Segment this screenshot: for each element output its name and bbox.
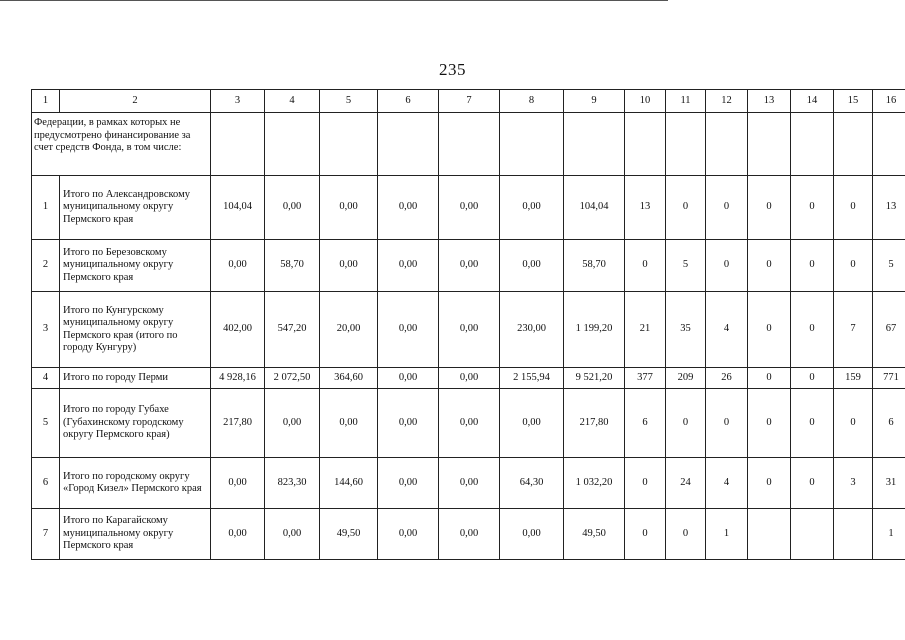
value-cell: 0,00 <box>500 389 564 458</box>
empty-cell <box>211 113 265 176</box>
header-cell: 5 <box>320 90 378 113</box>
value-cell: 0,00 <box>211 458 265 509</box>
row-number: 2 <box>32 240 60 292</box>
value-cell: 5 <box>666 240 706 292</box>
value-cell: 377 <box>625 368 666 389</box>
header-cell: 10 <box>625 90 666 113</box>
table-row <box>32 509 905 560</box>
value-cell: 0 <box>706 176 748 240</box>
header-cell: 13 <box>748 90 791 113</box>
value-cell: 823,30 <box>265 458 320 509</box>
row-number: 3 <box>32 292 60 368</box>
value-cell: 0,00 <box>320 240 378 292</box>
empty-cell <box>320 113 378 176</box>
value-cell: 0 <box>666 389 706 458</box>
row-name: Итого по Кунгурскому муниципальному округу Пермского края (итого по городу Кунгуру) <box>60 292 211 368</box>
value-cell: 13 <box>873 176 905 240</box>
value-cell: 0,00 <box>378 292 439 368</box>
empty-cell <box>873 113 905 176</box>
row-number: 6 <box>32 458 60 509</box>
value-cell: 58,70 <box>564 240 625 292</box>
value-cell: 402,00 <box>211 292 265 368</box>
value-cell: 0 <box>748 389 791 458</box>
value-cell: 21 <box>625 292 666 368</box>
header-cell: 16 <box>873 90 905 113</box>
header-cell: 15 <box>834 90 873 113</box>
empty-cell <box>666 113 706 176</box>
table-row <box>32 458 905 509</box>
value-cell: 159 <box>834 368 873 389</box>
row-name: Итого по Александровскому муниципальному округу Пермского края <box>60 176 211 240</box>
value-cell: 0,00 <box>320 389 378 458</box>
row-name: Итого по Березовскому муниципальному округу Пермского края <box>60 240 211 292</box>
value-cell: 0 <box>791 176 834 240</box>
empty-cell <box>834 113 873 176</box>
value-cell: 0,00 <box>439 368 500 389</box>
value-cell <box>748 509 791 560</box>
value-cell: 35 <box>666 292 706 368</box>
value-cell: 49,50 <box>564 509 625 560</box>
row-name: Итого по городу Перми <box>60 368 211 389</box>
header-cell: 12 <box>706 90 748 113</box>
row-number: 7 <box>32 509 60 560</box>
value-cell: 104,04 <box>211 176 265 240</box>
federation-row <box>32 113 905 176</box>
table-row <box>32 240 905 292</box>
value-cell: 0 <box>748 176 791 240</box>
value-cell: 0 <box>791 240 834 292</box>
row-name: Итого по городскому округу «Город Кизел» Пермского края <box>60 458 211 509</box>
header-cell: 3 <box>211 90 265 113</box>
table-row <box>32 176 905 240</box>
value-cell: 0 <box>834 389 873 458</box>
federation-text: Федерации, в рамках которых не предусмотрено финансирование за счет средств Фонда, в том числе: <box>32 113 211 176</box>
value-cell: 0,00 <box>211 509 265 560</box>
value-cell: 1 032,20 <box>564 458 625 509</box>
value-cell: 0 <box>625 458 666 509</box>
value-cell: 67 <box>873 292 905 368</box>
value-cell: 0,00 <box>378 509 439 560</box>
value-cell: 0,00 <box>378 240 439 292</box>
value-cell <box>791 509 834 560</box>
header-cell: 11 <box>666 90 706 113</box>
value-cell: 0 <box>748 292 791 368</box>
value-cell: 0 <box>666 176 706 240</box>
header-cell: 4 <box>265 90 320 113</box>
value-cell: 0,00 <box>500 509 564 560</box>
value-cell: 0 <box>666 509 706 560</box>
value-cell: 0,00 <box>378 368 439 389</box>
value-cell: 0 <box>748 368 791 389</box>
row-name: Итого по городу Губахе (Губахинскому городскому округу Пермского края) <box>60 389 211 458</box>
row-number: 5 <box>32 389 60 458</box>
value-cell: 0 <box>625 509 666 560</box>
header-cell: 14 <box>791 90 834 113</box>
value-cell: 0,00 <box>439 458 500 509</box>
header-cell: 7 <box>439 90 500 113</box>
value-cell: 209 <box>666 368 706 389</box>
header-cell: 1 <box>32 90 60 113</box>
table-row <box>32 389 905 458</box>
value-cell: 230,00 <box>500 292 564 368</box>
value-cell <box>834 509 873 560</box>
value-cell: 104,04 <box>564 176 625 240</box>
value-cell: 0 <box>748 240 791 292</box>
value-cell: 771 <box>873 368 905 389</box>
value-cell: 4 928,16 <box>211 368 265 389</box>
empty-cell <box>378 113 439 176</box>
value-cell: 0 <box>625 240 666 292</box>
value-cell: 0,00 <box>439 176 500 240</box>
value-cell: 0,00 <box>439 509 500 560</box>
value-cell: 0,00 <box>500 176 564 240</box>
value-cell: 9 521,20 <box>564 368 625 389</box>
data-table <box>31 89 905 560</box>
value-cell: 6 <box>873 389 905 458</box>
value-cell: 144,60 <box>320 458 378 509</box>
value-cell: 0,00 <box>439 389 500 458</box>
header-row <box>32 90 905 113</box>
value-cell: 217,80 <box>211 389 265 458</box>
value-cell: 31 <box>873 458 905 509</box>
empty-cell <box>265 113 320 176</box>
empty-cell <box>748 113 791 176</box>
table-row <box>32 368 905 389</box>
value-cell: 217,80 <box>564 389 625 458</box>
value-cell: 0 <box>706 240 748 292</box>
value-cell: 0,00 <box>378 389 439 458</box>
value-cell: 0 <box>748 458 791 509</box>
value-cell: 0,00 <box>439 292 500 368</box>
value-cell: 58,70 <box>265 240 320 292</box>
value-cell: 0 <box>791 292 834 368</box>
row-number: 1 <box>32 176 60 240</box>
value-cell: 0 <box>706 389 748 458</box>
value-cell: 0,00 <box>265 389 320 458</box>
value-cell: 547,20 <box>265 292 320 368</box>
value-cell: 7 <box>834 292 873 368</box>
header-cell: 9 <box>564 90 625 113</box>
value-cell: 4 <box>706 292 748 368</box>
header-cell: 2 <box>60 90 211 113</box>
value-cell: 0 <box>791 389 834 458</box>
value-cell: 364,60 <box>320 368 378 389</box>
value-cell: 6 <box>625 389 666 458</box>
value-cell: 1 <box>706 509 748 560</box>
value-cell: 20,00 <box>320 292 378 368</box>
value-cell: 0,00 <box>265 176 320 240</box>
empty-cell <box>625 113 666 176</box>
value-cell: 4 <box>706 458 748 509</box>
row-number: 4 <box>32 368 60 389</box>
value-cell: 0,00 <box>211 240 265 292</box>
empty-cell <box>439 113 500 176</box>
value-cell: 24 <box>666 458 706 509</box>
value-cell: 0 <box>834 176 873 240</box>
value-cell: 2 072,50 <box>265 368 320 389</box>
value-cell: 5 <box>873 240 905 292</box>
header-cell: 6 <box>378 90 439 113</box>
value-cell: 2 155,94 <box>500 368 564 389</box>
top-rule <box>0 0 668 1</box>
value-cell: 0 <box>791 368 834 389</box>
empty-cell <box>564 113 625 176</box>
value-cell: 0 <box>834 240 873 292</box>
value-cell: 0,00 <box>378 176 439 240</box>
table-row <box>32 292 905 368</box>
page-number: 235 <box>439 60 466 79</box>
value-cell: 13 <box>625 176 666 240</box>
empty-cell <box>791 113 834 176</box>
empty-cell <box>706 113 748 176</box>
value-cell: 0,00 <box>378 458 439 509</box>
value-cell: 0,00 <box>500 240 564 292</box>
header-cell: 8 <box>500 90 564 113</box>
value-cell: 1 199,20 <box>564 292 625 368</box>
value-cell: 64,30 <box>500 458 564 509</box>
value-cell: 1 <box>873 509 905 560</box>
value-cell: 0,00 <box>439 240 500 292</box>
value-cell: 0,00 <box>320 176 378 240</box>
value-cell: 26 <box>706 368 748 389</box>
value-cell: 3 <box>834 458 873 509</box>
row-name: Итого по Карагайскому муниципальному округу Пермского края <box>60 509 211 560</box>
empty-cell <box>500 113 564 176</box>
value-cell: 0,00 <box>265 509 320 560</box>
value-cell: 0 <box>791 458 834 509</box>
value-cell: 49,50 <box>320 509 378 560</box>
